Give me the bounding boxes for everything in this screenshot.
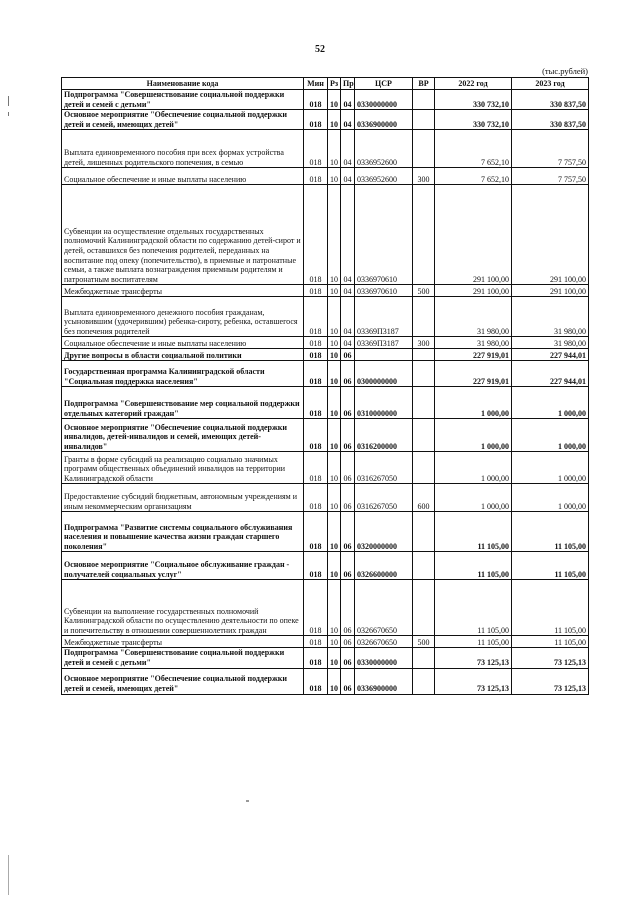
min-cell: 018 (304, 636, 328, 648)
pr-cell: 04 (341, 130, 355, 168)
rz-cell: 10 (328, 636, 341, 648)
amount-2022-cell: 11 105,00 (435, 512, 512, 552)
vr-cell (413, 361, 435, 387)
amount-2023-cell: 73 125,13 (512, 648, 589, 668)
row-name-cell: Другие вопросы в области социальной политики (62, 349, 304, 361)
table-row (62, 130, 589, 168)
vr-cell: 300 (413, 168, 435, 185)
amount-2022-cell: 31 980,00 (435, 297, 512, 337)
column-header: 2023 год (512, 78, 589, 90)
vr-cell (413, 668, 435, 694)
min-cell: 018 (304, 668, 328, 694)
min-cell: 018 (304, 419, 328, 452)
table-row (62, 419, 589, 452)
amount-2022-cell: 291 100,00 (435, 185, 512, 285)
csr-cell (355, 349, 413, 361)
pr-cell: 06 (341, 580, 355, 636)
table-row (62, 484, 589, 512)
csr-cell: 0336952600 (355, 130, 413, 168)
rz-cell: 10 (328, 110, 341, 130)
rz-cell: 10 (328, 130, 341, 168)
vr-cell: 300 (413, 337, 435, 349)
table-row (62, 285, 589, 297)
csr-cell: 0310000000 (355, 387, 413, 419)
row-name-cell: Гранты в форме субсидий на реализацию социально значимых программ общественных объединений инвалидов на территории Калининградской области (62, 452, 304, 484)
row-name-cell: Социальное обеспечение и иные выплаты населению (62, 337, 304, 349)
column-header: 2022 год (435, 78, 512, 90)
amount-2022-cell: 73 125,13 (435, 648, 512, 668)
pr-cell: 06 (341, 452, 355, 484)
rz-cell: 10 (328, 512, 341, 552)
min-cell: 018 (304, 285, 328, 297)
table-row (62, 580, 589, 636)
pr-cell: 04 (341, 285, 355, 297)
pr-cell: 06 (341, 636, 355, 648)
amount-2023-cell: 291 100,00 (512, 285, 589, 297)
rz-cell: 10 (328, 668, 341, 694)
csr-cell: 0336970610 (355, 185, 413, 285)
row-name-cell: Субвенции на осуществление отдельных государственных полномочий Калининградской области по содержанию детей-сирот и детей, оставшихся без попечения родителей, переданных на воспитание под опеку (попечительство), в приемные и патронатные семьи, а также выплата вознаграждения приемным родителям и патронатным воспитателям (62, 185, 304, 285)
min-cell: 018 (304, 484, 328, 512)
amount-2022-cell: 73 125,13 (435, 668, 512, 694)
amount-2023-cell: 31 980,00 (512, 337, 589, 349)
csr-cell: 0336900000 (355, 668, 413, 694)
vr-cell (413, 297, 435, 337)
csr-cell: 0316267050 (355, 484, 413, 512)
pr-cell: 06 (341, 361, 355, 387)
amount-2023-cell: 11 105,00 (512, 580, 589, 636)
min-cell: 018 (304, 168, 328, 185)
pr-cell: 06 (341, 349, 355, 361)
amount-2022-cell: 7 652,10 (435, 168, 512, 185)
row-name-cell: Социальное обеспечение и иные выплаты населению (62, 168, 304, 185)
row-name-cell: Межбюджетные трансферты (62, 285, 304, 297)
rz-cell: 10 (328, 337, 341, 349)
min-cell: 018 (304, 185, 328, 285)
amount-2023-cell: 1 000,00 (512, 484, 589, 512)
amount-2022-cell: 330 732,10 (435, 90, 512, 110)
rz-cell: 10 (328, 185, 341, 285)
csr-cell: 0316267050 (355, 452, 413, 484)
min-cell: 018 (304, 580, 328, 636)
rz-cell: 10 (328, 349, 341, 361)
column-header: ЦСР (355, 78, 413, 90)
row-name-cell: Основное мероприятие "Обеспечение социальной поддержки детей и семей, имеющих детей" (62, 110, 304, 130)
column-header: Рз (328, 78, 341, 90)
table-row (62, 185, 589, 285)
min-cell: 018 (304, 297, 328, 337)
vr-cell: 600 (413, 484, 435, 512)
amount-2022-cell: 227 919,01 (435, 361, 512, 387)
vr-cell (413, 387, 435, 419)
pr-cell: 06 (341, 512, 355, 552)
csr-cell: 0330000000 (355, 90, 413, 110)
csr-cell: 0316200000 (355, 419, 413, 452)
csr-cell: 0320000000 (355, 512, 413, 552)
amount-2023-cell: 31 980,00 (512, 297, 589, 337)
amount-2022-cell: 1 000,00 (435, 387, 512, 419)
margin-mark (8, 96, 9, 106)
budget-table (61, 77, 589, 695)
pr-cell: 06 (341, 419, 355, 452)
min-cell: 018 (304, 387, 328, 419)
min-cell: 018 (304, 130, 328, 168)
amount-2022-cell: 1 000,00 (435, 452, 512, 484)
amount-2022-cell: 291 100,00 (435, 285, 512, 297)
min-cell: 018 (304, 512, 328, 552)
table-row (62, 349, 589, 361)
csr-cell: 03369П3187 (355, 337, 413, 349)
scan-speck (246, 800, 249, 802)
amount-2022-cell: 227 919,01 (435, 349, 512, 361)
table-row (62, 297, 589, 337)
column-header: Мин (304, 78, 328, 90)
csr-cell: 0336970610 (355, 285, 413, 297)
amount-2023-cell: 1 000,00 (512, 387, 589, 419)
pr-cell: 04 (341, 168, 355, 185)
margin-mark (8, 855, 9, 895)
amount-2023-cell: 227 944,01 (512, 349, 589, 361)
amount-2023-cell: 1 000,00 (512, 419, 589, 452)
csr-cell: 03369П3187 (355, 297, 413, 337)
amount-2022-cell: 1 000,00 (435, 484, 512, 512)
vr-cell (413, 130, 435, 168)
pr-cell: 06 (341, 668, 355, 694)
min-cell: 018 (304, 337, 328, 349)
vr-cell: 500 (413, 636, 435, 648)
vr-cell (413, 580, 435, 636)
vr-cell (413, 349, 435, 361)
column-header: Наименование кода (62, 78, 304, 90)
amount-2022-cell: 31 980,00 (435, 337, 512, 349)
table-row (62, 552, 589, 580)
amount-2023-cell: 11 105,00 (512, 552, 589, 580)
row-name-cell: Выплата единовременного денежного пособия гражданам, усыновившим (удочерившим) ребенка-сироту, ребенка, оставшегося без попечения родителей (62, 297, 304, 337)
amount-2023-cell: 1 000,00 (512, 452, 589, 484)
min-cell: 018 (304, 648, 328, 668)
vr-cell (413, 110, 435, 130)
amount-2023-cell: 11 105,00 (512, 512, 589, 552)
amount-2023-cell: 291 100,00 (512, 185, 589, 285)
table-row (62, 648, 589, 668)
pr-cell: 06 (341, 484, 355, 512)
csr-cell: 0300000000 (355, 361, 413, 387)
amount-2022-cell: 7 652,10 (435, 130, 512, 168)
rz-cell: 10 (328, 285, 341, 297)
amount-2023-cell: 7 757,50 (512, 130, 589, 168)
amount-2023-cell: 73 125,13 (512, 668, 589, 694)
rz-cell: 10 (328, 297, 341, 337)
amount-2023-cell: 330 837,50 (512, 110, 589, 130)
margin-mark (8, 112, 9, 116)
row-name-cell: Подпрограмма "Развитие системы социального обслуживания населения и повышение качества жизни граждан старшего поколения" (62, 512, 304, 552)
csr-cell: 0326670650 (355, 580, 413, 636)
table-row (62, 636, 589, 648)
row-name-cell: Основное мероприятие "Обеспечение социальной поддержки инвалидов, детей-инвалидов и семей, имеющих детей-инвалидов" (62, 419, 304, 452)
rz-cell: 10 (328, 361, 341, 387)
rz-cell: 10 (328, 552, 341, 580)
vr-cell (413, 552, 435, 580)
amount-2022-cell: 11 105,00 (435, 552, 512, 580)
page-number: 52 (315, 44, 325, 55)
vr-cell (413, 512, 435, 552)
column-header: Пр (341, 78, 355, 90)
row-name-cell: Субвенции на выполнение государственных полномочий Калининградской области по осуществлению деятельности по опеке и попечительству в отношении совершеннолетних граждан (62, 580, 304, 636)
row-name-cell: Предоставление субсидий бюджетным, автономным учреждениям и иным некоммерческим организациям (62, 484, 304, 512)
csr-cell: 0336952600 (355, 168, 413, 185)
vr-cell (413, 185, 435, 285)
min-cell: 018 (304, 110, 328, 130)
vr-cell (413, 419, 435, 452)
pr-cell: 06 (341, 552, 355, 580)
rz-cell: 10 (328, 580, 341, 636)
row-name-cell: Основное мероприятие "Обеспечение социальной поддержки детей и семей, имеющих детей" (62, 668, 304, 694)
rz-cell: 10 (328, 168, 341, 185)
amount-2023-cell: 330 837,50 (512, 90, 589, 110)
rz-cell: 10 (328, 419, 341, 452)
amount-2023-cell: 7 757,50 (512, 168, 589, 185)
row-name-cell: Подпрограмма "Совершенствование социальной поддержки детей и семей с детьми" (62, 648, 304, 668)
pr-cell: 04 (341, 90, 355, 110)
vr-cell (413, 90, 435, 110)
vr-cell (413, 648, 435, 668)
pr-cell: 04 (341, 185, 355, 285)
min-cell: 018 (304, 361, 328, 387)
rz-cell: 10 (328, 90, 341, 110)
table-row (62, 512, 589, 552)
amount-2022-cell: 11 105,00 (435, 636, 512, 648)
table-row (62, 387, 589, 419)
table-row (62, 452, 589, 484)
row-name-cell: Государственная программа Калининградской области "Социальная поддержка населения" (62, 361, 304, 387)
rz-cell: 10 (328, 648, 341, 668)
pr-cell: 06 (341, 387, 355, 419)
table-row (62, 337, 589, 349)
amount-2022-cell: 11 105,00 (435, 580, 512, 636)
pr-cell: 06 (341, 648, 355, 668)
table-row (62, 110, 589, 130)
row-name-cell: Подпрограмма "Совершенствование мер социальной поддержки отдельных категорий граждан" (62, 387, 304, 419)
vr-cell (413, 452, 435, 484)
units-label: (тыс.рублей) (542, 66, 588, 76)
table-row (62, 168, 589, 185)
csr-cell: 0330000000 (355, 648, 413, 668)
csr-cell: 0326600000 (355, 552, 413, 580)
rz-cell: 10 (328, 484, 341, 512)
amount-2023-cell: 227 944,01 (512, 361, 589, 387)
csr-cell: 0336900000 (355, 110, 413, 130)
table-row (62, 668, 589, 694)
rz-cell: 10 (328, 387, 341, 419)
amount-2022-cell: 330 732,10 (435, 110, 512, 130)
row-name-cell: Выплата единовременного пособия при всех формах устройства детей, лишенных родительского попечения, в семью (62, 130, 304, 168)
amount-2023-cell: 11 105,00 (512, 636, 589, 648)
min-cell: 018 (304, 349, 328, 361)
pr-cell: 04 (341, 110, 355, 130)
min-cell: 018 (304, 552, 328, 580)
rz-cell: 10 (328, 452, 341, 484)
table-header-row (62, 78, 589, 90)
table-row (62, 90, 589, 110)
min-cell: 018 (304, 452, 328, 484)
vr-cell: 500 (413, 285, 435, 297)
amount-2022-cell: 1 000,00 (435, 419, 512, 452)
table-row (62, 361, 589, 387)
row-name-cell: Основное мероприятие "Социальное обслуживание граждан - получателей социальных услуг" (62, 552, 304, 580)
column-header: ВР (413, 78, 435, 90)
pr-cell: 04 (341, 297, 355, 337)
min-cell: 018 (304, 90, 328, 110)
row-name-cell: Подпрограмма "Совершенствование социальной поддержки детей и семей с детьми" (62, 90, 304, 110)
pr-cell: 04 (341, 337, 355, 349)
row-name-cell: Межбюджетные трансферты (62, 636, 304, 648)
csr-cell: 0326670650 (355, 636, 413, 648)
